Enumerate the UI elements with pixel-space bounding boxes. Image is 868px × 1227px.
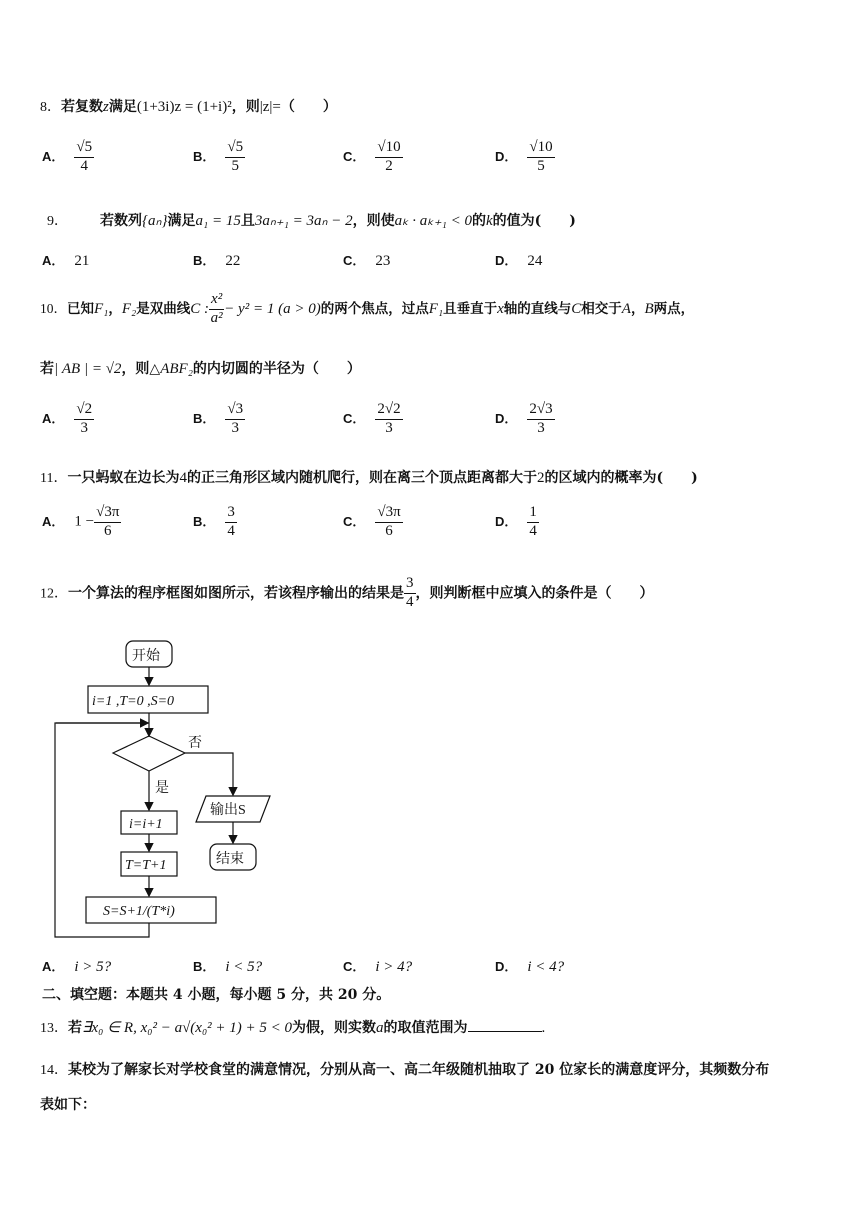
q13-stem (40, 1017, 545, 1037)
q8-option-a: A． $\frac{√5}{4}$ (42, 139, 93, 174)
q10-text: 若 (40, 361, 54, 377)
q9-option-c: C． 23 (343, 253, 391, 269)
section-heading: 二、填空题：本题共 4 小题，每小题 5 分，共 20 分。 (42, 987, 391, 1003)
q11-text: 的区域内的概率为( ) (544, 470, 698, 486)
flow-output-label: 输出S (210, 803, 246, 818)
q13-text: 为假，则实数 (292, 1020, 377, 1036)
q9-option-a: A． 21 (42, 253, 90, 269)
q11-text: 一只蚂蚁在边长为 (67, 470, 180, 486)
q8-option-d: D． $\frac{√10}{5}$ (495, 139, 553, 174)
q8-number: 8． (40, 100, 61, 115)
q13-expression: ∃x₀ ∈ R, x₀² − a√(x₀² + 1) + 5 < 0 (82, 1020, 293, 1036)
q9-option-b: B． 22 (193, 253, 241, 269)
q9-inequality: aₖ · aₖ₊₁ < 0 (394, 213, 472, 229)
q14-text: 某校为了解家长对学校食堂的满意情况，分别从高一、高二年级随机抽取了 20 位家长的满意度评分，其频数分布 (68, 1062, 770, 1078)
q8-option-c: C． $\frac{√10}{2}$ (343, 139, 401, 174)
q10-option-c: C． $\frac{2√2}{3}$ (343, 401, 401, 436)
q12-option-d: D． i < 4? (495, 959, 565, 975)
q9-text: 且 (240, 213, 255, 229)
q9-cond: a₁ = 15 (195, 213, 241, 229)
q13-period: . (541, 1020, 546, 1036)
q8-text: 若复数 (61, 99, 103, 115)
q13-answer-blank[interactable] (468, 1019, 542, 1032)
q11-text: 的正三角形区域内随机爬行，则在离三个顶点距离都大于 (186, 470, 537, 486)
q14-stem-line2: 表如下： (40, 1097, 96, 1113)
q10-point-a: A (621, 300, 631, 317)
q9-text: 的值为( ) (492, 213, 576, 229)
q10-text: ， (108, 300, 122, 317)
flow-no-label: 否 (188, 736, 202, 751)
q8-equation: (1+3i)z = (1+i)² (136, 99, 232, 115)
q10-text: ，则△ (121, 361, 161, 377)
q9-text: 若数列 (100, 213, 142, 229)
flow-start-label: 开始 (132, 649, 160, 664)
q8-option-d-frac: $\frac{√10}{5}$ (529, 139, 553, 174)
flow-step2-label: T=T+1 (125, 858, 167, 873)
q8-abs: |z|= (259, 99, 281, 115)
q10-number: 10． (40, 300, 67, 316)
q9-text: 的 (471, 213, 486, 229)
flow-end-label: 结束 (216, 852, 244, 867)
q11-side: 4 (179, 470, 187, 486)
q12-text: ，则判断框中应填入的条件是（ ） (415, 585, 654, 602)
q8-option-b: B． $\frac{√5}{5}$ (193, 139, 244, 174)
q9-text: 满足 (167, 213, 196, 229)
q11-option-d: D． $\frac{1}{4}$ (495, 504, 537, 539)
q9-text: ，则使 (352, 213, 395, 229)
q13-text: 的取值范围为 (383, 1020, 468, 1036)
q13-var-a: a (376, 1020, 384, 1036)
q10-ab: | AB | = √2 (54, 361, 122, 377)
q12-text: 一个算法的程序框图如图所示，若该程序输出的结果是 (68, 585, 404, 602)
flow-step1-label: i=i+1 (129, 817, 163, 832)
q10-curve-rest: − y² = 1 (a > 0) (224, 300, 321, 317)
q10-text: 已知 (67, 300, 94, 317)
q10-curve-c: C : (190, 300, 210, 317)
q10-f1: F₁ (428, 300, 444, 317)
q10-text: 是双曲线 (136, 300, 191, 317)
q9-seq: {aₙ} (142, 213, 168, 229)
flow-step3-label: S=S+1/(T*i) (103, 904, 175, 919)
q8-option-a-frac: $\frac{√5}{4}$ (76, 139, 93, 174)
q10-text: 且垂直于 (443, 300, 498, 317)
q10-text: 两点， (653, 300, 695, 317)
q8-option-c-frac: $\frac{√10}{2}$ (377, 139, 401, 174)
q11-distance: 2 (536, 470, 545, 486)
q11-option-b: B． $\frac{3}{4}$ (193, 504, 235, 539)
q14-stem-line1 (40, 1059, 769, 1079)
q8-text: ，则 (231, 99, 260, 115)
q12-number: 12． (40, 586, 68, 602)
q12-frac: $\frac{3}{4}$ (406, 575, 414, 610)
q10-text: 的内切圆的半径为（ ） (192, 361, 361, 377)
q8-var-z: z (103, 99, 109, 115)
q14-number: 14． (40, 1063, 68, 1078)
q10-text: 轴的直线与 (503, 300, 572, 317)
q10-var-c: C (571, 300, 582, 317)
q10-option-d: D． $\frac{2√3}{3}$ (495, 401, 553, 436)
q10-text: 的两个焦点，过点 (320, 300, 429, 317)
q12-option-c: C． i > 4? (343, 959, 413, 975)
q12-option-b: B． i < 5? (193, 959, 263, 975)
q10-text: ， (630, 300, 645, 317)
q10-f1: F₁ (94, 300, 109, 317)
q9-number: 9． (47, 214, 68, 229)
q11-number: 11． (40, 471, 68, 486)
q13-text: 若 (68, 1020, 82, 1036)
q11-option-c: C． $\frac{√3\pi}{6}$ (343, 504, 401, 539)
q10-option-a: A． $\frac{√2}{3}$ (42, 401, 93, 436)
q8-text: 满足 (108, 99, 137, 115)
flow-yes-label: 是 (155, 781, 169, 796)
q8-paren: （ ） (280, 99, 337, 115)
q9-recurrence: 3aₙ₊₁ = 3aₙ − 2 (254, 213, 353, 229)
q13-number: 13． (40, 1021, 68, 1036)
q10-option-b: B． $\frac{√3}{3}$ (193, 401, 244, 436)
q11-option-a: A． 1 − $\frac{√3\pi}{6}$ (42, 504, 120, 539)
q8-option-b-frac: $\frac{√5}{5}$ (227, 139, 244, 174)
q10-var-x: x (497, 300, 504, 317)
q9-option-d: D． 24 (495, 253, 543, 269)
flow-init-label: i=1 ,T=0 ,S=0 (92, 694, 175, 709)
q10-f2: F₂ (121, 300, 137, 317)
q10-point-b: B (644, 300, 654, 317)
q12-option-a: A． i > 5? (42, 959, 112, 975)
q10-text: 相交于 (581, 300, 622, 317)
q10-frac: $\frac{\text{x²}}{\text{a²}}$ (210, 291, 223, 326)
q9-var-k: k (485, 213, 493, 229)
flow-decision-diamond (113, 736, 185, 771)
q10-triangle: ABF₂ (160, 361, 193, 377)
